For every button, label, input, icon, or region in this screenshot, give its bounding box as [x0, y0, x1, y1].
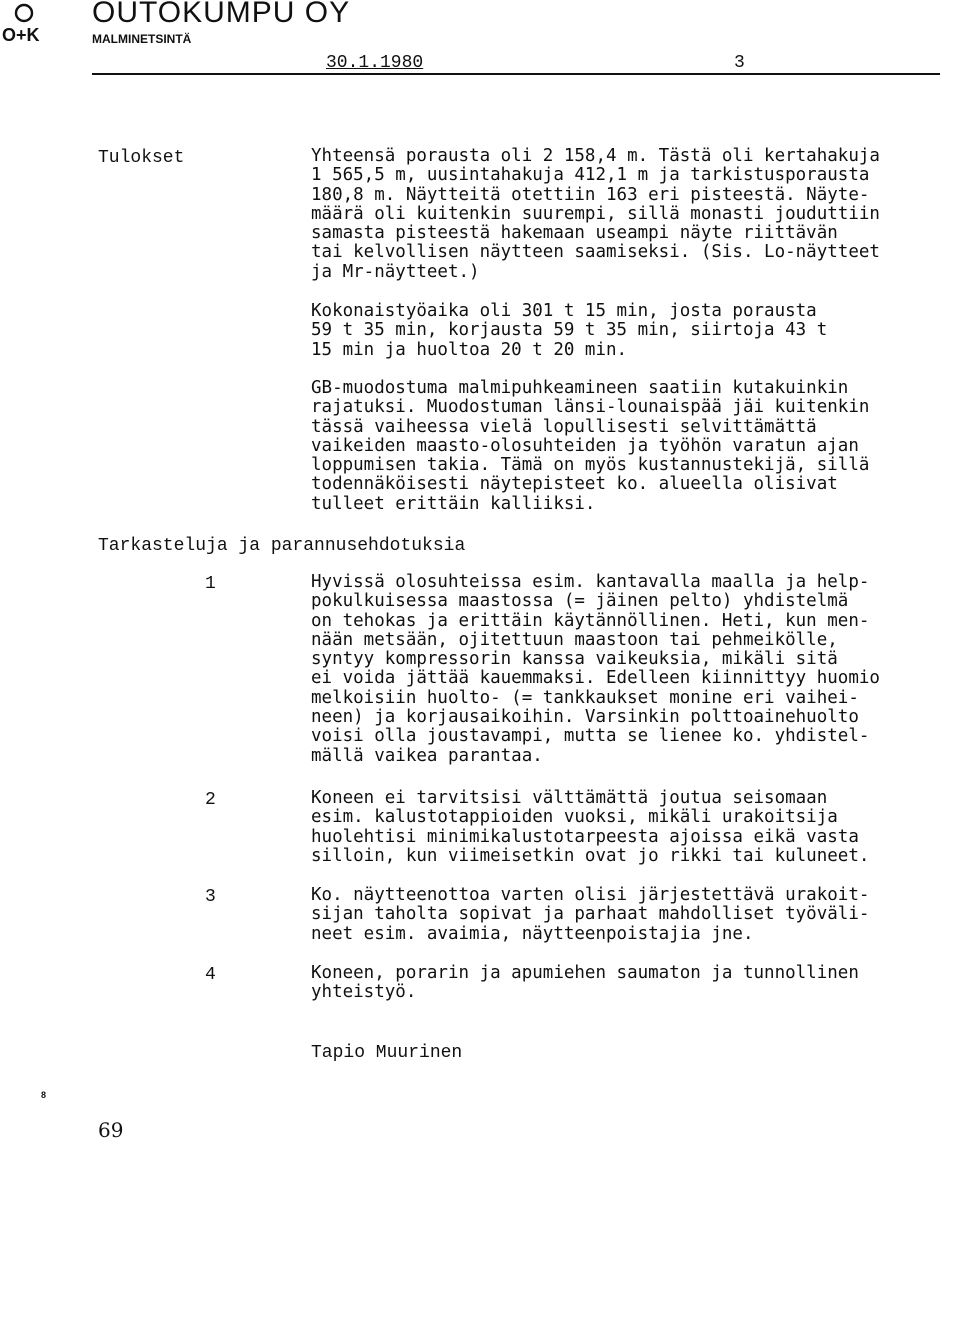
signature-name: Tapio Muurinen — [311, 1043, 463, 1063]
item-number: 4 — [205, 965, 216, 985]
results-paragraph-totals: Yhteensä porausta oli 2 158,4 m. Tästä oli kertahakuja 1 565,5 m, uusintahakuja 412,1 m ja tarkistusporausta 180,8 m. Näytteitä otettiin 163 eri pisteestä. Näyte- määrä oli kuitenkin suurempi, sillä monasti jouduttiin samasta pisteestä hakemaan useampi näyte riittävän tai kelvollisen näytteen saamiseksi. (Sis. Lo-näytteet ja Mr-näytteet.) — [311, 146, 880, 282]
logo-text: O+K — [2, 25, 40, 42]
suggestion-item-text: Koneen ei tarvitsisi välttämättä joutua seisomaan esim. kalustotappioiden vuoksi, mikäli urakoitsija huolehtisi minimikalustotarpeesta ajoissa eikä vasta silloin, kun viimeisetkin ovat jo rikki tai kuluneet. — [311, 788, 870, 866]
margin-mark: 8 — [41, 1090, 47, 1100]
suggestion-item-text: Koneen, porarin ja apumiehen saumaton ja tunnollinen yhteistyö. — [311, 963, 859, 1003]
item-number: 3 — [205, 887, 216, 907]
results-paragraph-worktime: Kokonaistyöaika oli 301 t 15 min, josta porausta 59 t 35 min, korjausta 59 t 35 min, siirtoja 43 t 15 min ja huoltoa 20 t 20 min. — [311, 301, 828, 360]
header-rule — [92, 73, 940, 75]
item-number: 1 — [205, 574, 216, 594]
outokumpu-logo-icon — [2, 2, 62, 42]
suggestions-heading: Tarkasteluja ja parannusehdotuksia — [98, 536, 466, 556]
company-logo — [2, 2, 62, 42]
company-name: OUTOKUMPU OY — [92, 0, 351, 29]
document-date: 30.1.1980 — [326, 53, 424, 73]
company-department: MALMINETSINTÄ — [92, 32, 192, 46]
item-number: 2 — [205, 790, 216, 810]
results-heading: Tulokset — [98, 148, 185, 168]
handwritten-page-number: 69 — [98, 1118, 124, 1142]
results-paragraph-gb-formation: GB-muodostuma malmipuhkeamineen saatiin kutakuinkin rajatuksi. Muodostuman länsi-lounaispää jäi kuitenkin tässä vaiheessa vielä lopullisesti selvittämättä vaikeiden maasto-olosuhteiden ja työhön varatun ajan loppumisen takia. Tämä on myös kustannustekijä, sillä todennäköisesti näytepisteet ko. alueella olisivat tulleet erittäin kalliiksi. — [311, 378, 870, 514]
suggestion-item-text: Ko. näytteenottoa varten olisi järjestettävä urakoit- sijan taholta sopivat ja parhaat mahdolliset työväli- neet esim. avaimia, näytteenpoistajia jne. — [311, 885, 870, 944]
page-number: 3 — [734, 53, 745, 73]
suggestion-item-text: Hyvissä olosuhteissa esim. kantavalla maalla ja help- pokulkuisessa maastossa (= jäinen pelto) yhdistelmä on tehokas ja erittäin käytännöllinen. Heti, kun men- nään metsään, ojitettuun maastoon tai pehmeikölle, syntyy kompressorin kanssa vaikeuksia, mikäli sitä ei voida jättää kauemmaksi. Edelleen kiinnittyy huomio melkoisiin huolto- (= tankkaukset monine eri vaihei- neen) ja korjausaikoihin. Varsinkin polttoainehuolto voisi olla joustavampi, mutta se lienee ko. yhdistel- mällä vaikea parantaa. — [311, 572, 880, 766]
